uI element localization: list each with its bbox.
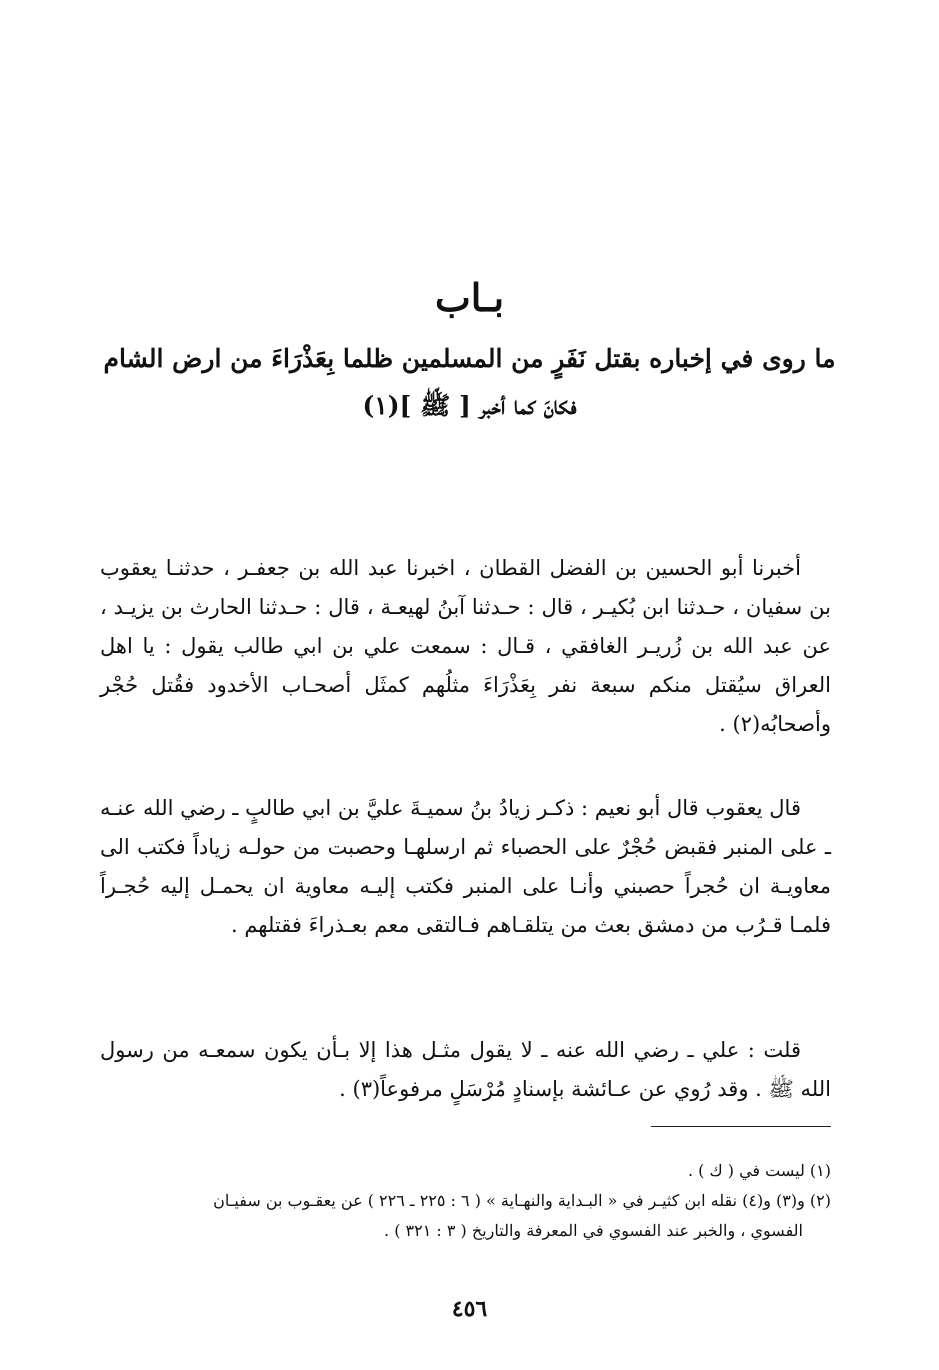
paragraph-3 <box>100 1031 831 1109</box>
page-number: ٤٥٦ <box>451 1296 488 1322</box>
chapter-heading: بـاب <box>434 275 505 320</box>
footnote-2 <box>100 1186 831 1246</box>
chapter-title-line-2: فكانَ كما أخبر [ ﷺ ](١) <box>362 391 577 420</box>
footnote-2-line-1: (٢) و(٣) و(٤) نقله ابن كثيـر في « البـداية والنهـاية » ( ٦ : ٢٢٥ ـ ٢٢٦ ) عن يعقـوب بن سفيـان <box>213 1191 831 1210</box>
footnote-1: (١) ليست في ( ك ) . <box>687 1161 831 1180</box>
paragraph-1-text: أخبرنا أبو الحسين بن الفضل القطان ، اخبرنا عبد الله بن جعفـر ، حدثنـا يعقوب بن سفيان ، حـدثنا ابن بُكيـر ، قال : حـدثنا آبنُ لهيعـة ، قال : حـدثنا الحارث بن يزيـد ، عن عبد الله بن زُريـر الغافقي ، قـال : سمعت علي بن ابي طالب يقول : يا اهل العراق سيُقتل منكم سبعة نفر بِعَذْرَاءَ مثلُهم كمثَل أصحـاب الأخدود فقُتل حُجْر وأصحابُه(٢) . <box>100 556 831 736</box>
paragraph-1 <box>100 549 831 744</box>
footnote-2-line-2: الفسوي ، والخبر عند الفسوي في المعرفة والتاريخ ( ٣ : ٣٢١ ) . <box>384 1221 803 1240</box>
paragraph-3-text: قلت : علي ـ رضي الله عنه ـ لا يقول مثـل هذا إلا بـأن يكون سمعـه من رسول الله ﷺ . وقد رُوي عن عـائشة بإسنادٍ مُرْسَلٍ مرفوعاً(٣) . <box>100 1038 831 1101</box>
chapter-title <box>100 335 839 429</box>
footnote-divider <box>651 1126 831 1127</box>
chapter-title-line-1: ما روى في إخباره بقتل نَفَرٍ من المسلمين ظلما بِعَذْرَاءَ من ارض الشام <box>103 344 836 373</box>
footnotes <box>100 1156 831 1246</box>
paragraph-2 <box>100 789 831 945</box>
paragraph-2-text: قال يعقوب قال أبو نعيم : ذكـر زيادُ بنُ سميـةَ عليَّ بن ابي طالبٍ ـ رضي الله عنـه ـ على المنبر فقبض حُجْرٌ على الحصباء ثم ارسلهـا وحصبت من حولـه زياداً فكتب الى معاويـة ان حُجراً حصبني وأنـا على المنبر فكتب إليـه معاوية ان يحمـل إليه حُجـراً فلمـا قـرُب من دمشق بعث من يتلقـاهم فـالتقى معم بعـذراءَ فقتلهم . <box>100 796 831 937</box>
